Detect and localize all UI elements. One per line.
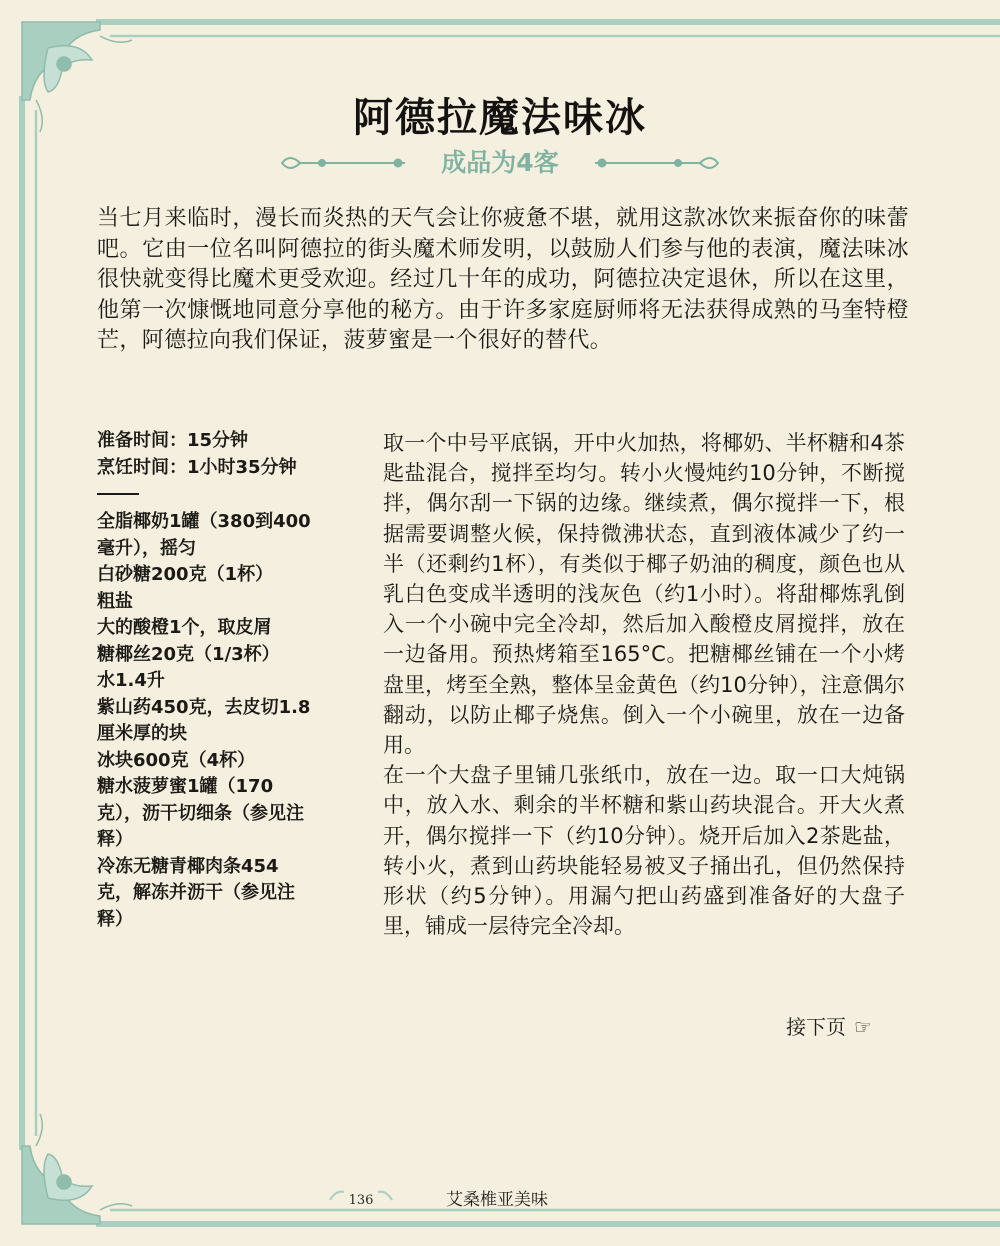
ingredient-item: 糖椰丝20克（1/3杯） [97,643,280,665]
ingredient-list [97,509,312,933]
ingredient-item: 白砂糖200克（1杯） [97,564,274,585]
continue-label: 接下页 [786,1015,846,1039]
ingredient-item: 紫山药450克，去皮切1.8厘米厚的块 [97,696,311,744]
ingredient-item: 水1.4升 [97,670,165,691]
ingredient-item: 大的酸橙1个，取皮屑 [97,617,272,638]
recipe-title: 阿德拉魔法味冰 [353,95,647,141]
ingredient-item: 全脂椰奶1罐（380到400毫升），摇匀 [97,511,311,559]
page-number: 136 [348,1193,374,1208]
ingredient-item: 冷冻无糖青椰肉条454克，解冻并沥干（参见注释） [97,855,295,930]
method-paragraph: 在一个大盘子里铺几张纸巾，放在一边。取一口大炖锅中，放入水、剩余的半杯糖和紫山药块混合。开大火煮开，偶尔搅拌一下（约10分钟）。烧开后加入2茶匙盐，转小火，煮到山药块能轻易被叉子捅出孔，但仍然保持形状（约5分钟）。用漏勺把山药盛到准备好的大盘子里，铺成一层待完全冷却。 [383,763,905,939]
ingredient-item: 糖水菠萝蜜1罐（170克），沥干切细条（参见注释） [97,776,304,850]
ingredient-item: 冰块600克（4杯） [97,749,256,771]
recipe-meta [97,428,312,933]
cook-time: 烹饪时间：1小时35分钟 [97,456,297,478]
section-divider [97,493,139,495]
continue-next-page-link[interactable] [786,1012,906,1042]
book-title: 艾桑椎亚美味 [446,1190,548,1210]
prep-time: 准备时间：15分钟 [97,430,249,451]
method-steps [383,428,905,941]
pointing-hand-icon: ☞ [854,1015,872,1039]
yield-text: 成品为4客 [441,148,559,177]
yield-row [270,146,730,180]
method-paragraph: 取一个中号平底锅，开中火加热，将椰奶、半杯糖和4茶匙盐混合，搅拌至均匀。转小火慢炖约10分钟，不断搅拌，偶尔刮一下锅的边缘。继续煮，偶尔搅拌一下，根据需要调整火候，保持微沸状态，直到液体减少了约一半（还剩约1杯），有类似于椰子奶油的稠度，颜色也从乳白色变成半透明的浅灰色（约1小时）。将甜椰炼乳倒入一个小碗中完全冷却，然后加入酸橙皮屑搅拌，放在一边备用。预热烤箱至165°C。把糖椰丝铺在一个小烤盘里，烤至全熟，整体呈金黄色（约10分钟），注意偶尔翻动，以防止椰子烧焦。倒入一个小碗里，放在一边备用。 [383,431,905,758]
ingredient-item: 粗盐 [97,590,133,612]
corner-ornament-bottom-left [22,1114,132,1224]
recipe-intro: 当七月来临时，漫长而炎热的天气会让你疲惫不堪，就用这款冰饮来振奋你的味蕾吧。它由一位名叫阿德拉的街头魔术师发明，以鼓励人们参与他的表演，魔法味冰很快就变得比魔术更受欢迎。经过几十年的成功，阿德拉决定退休，所以在这里，他第一次慷慨地同意分享他的秘方。由于许多家庭厨师将无法获得成熟的马奎特橙芒，阿德拉向我们保证，菠萝蜜是一个很好的替代。 [97,206,909,353]
